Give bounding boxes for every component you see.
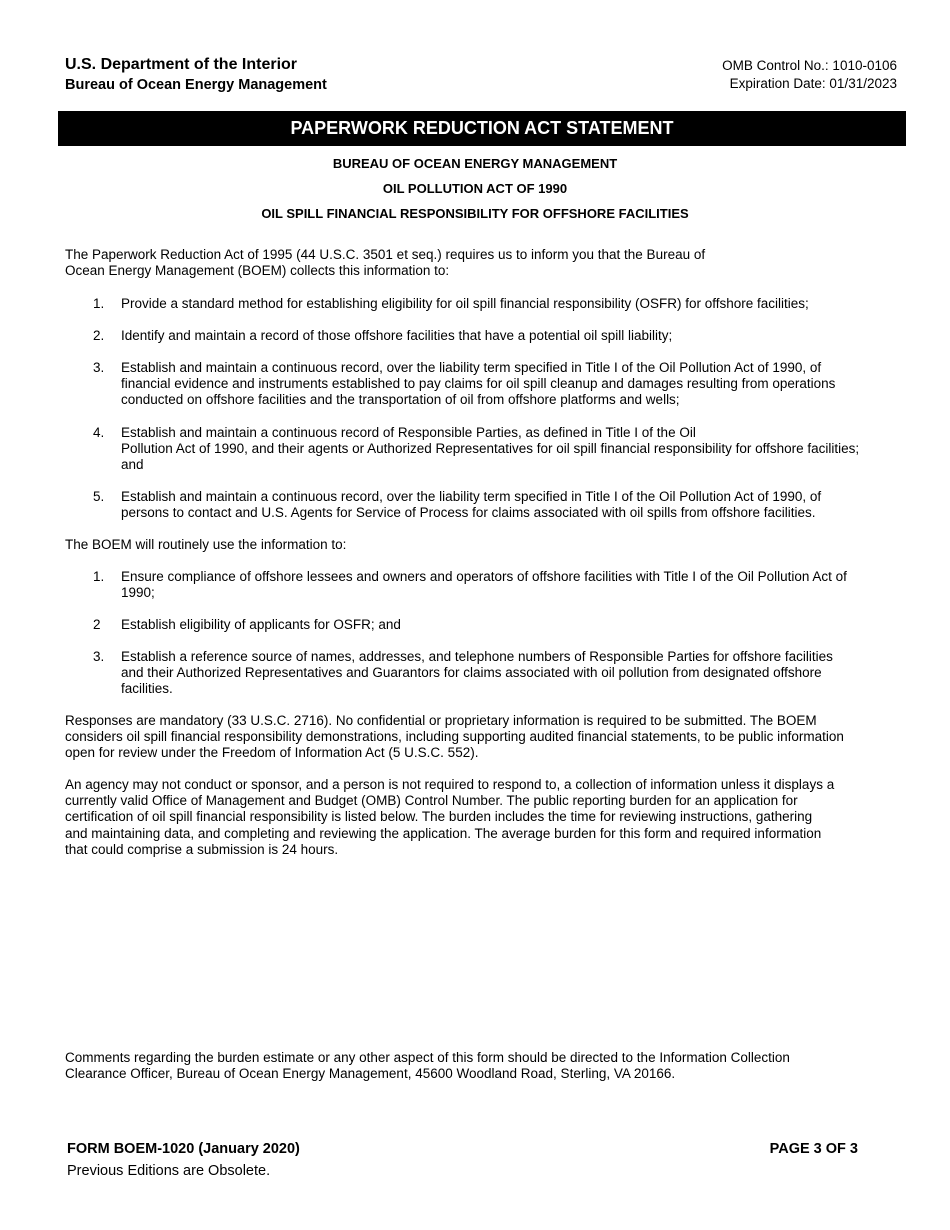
expiration-date: Expiration Date: 01/31/2023 [729, 76, 897, 91]
list-line: conducted on offshore facilities and the transportation of oil from offshore platforms and wells; [121, 392, 680, 408]
obsolete-notice: Previous Editions are Obsolete. [67, 1163, 271, 1179]
paragraph-line: Clearance Officer, Bureau of Ocean Energy Management, 45600 Woodland Road, Sterling, VA 20166. [65, 1066, 676, 1082]
paragraph-line: open for review under the Freedom of Information Act (5 U.S.C. 552). [65, 745, 479, 761]
list-text [121, 569, 903, 601]
list-line: Provide a standard method for establishing eligibility for oil spill financial responsibility (OSFR) for offshore facilities; [121, 296, 809, 311]
use-item-1 [93, 569, 903, 601]
paragraph-line: currently valid Office of Management and Budget (OMB) Control Number. The public reporting burden for an application for [65, 793, 798, 809]
list-number: 5. [93, 489, 105, 504]
list-text [121, 617, 903, 633]
page-number: PAGE 3 OF 3 [769, 1141, 858, 1157]
use-item-3 [93, 649, 903, 698]
list-number: 2. [93, 328, 105, 343]
list-line: financial evidence and instruments established to pay claims for oil spill cleanup and damages resulting from operations [121, 376, 836, 392]
list-text [121, 489, 903, 521]
bureau-name: Bureau of Ocean Energy Management [65, 77, 327, 93]
list-line: Establish eligibility of applicants for OSFR; and [121, 617, 401, 632]
list-line: Identify and maintain a record of those offshore facilities that have a potential oil spill liability; [121, 328, 673, 343]
list-text [121, 425, 903, 474]
agency-name: U.S. Department of the Interior [65, 56, 298, 73]
list-text [121, 649, 903, 698]
list-text [121, 296, 903, 312]
paragraph-line: Comments regarding the burden estimate or any other aspect of this form should be directed to the Information Collection [65, 1050, 790, 1065]
list-number: 3. [93, 649, 105, 664]
intro-line: Ocean Energy Management (BOEM) collects this information to: [65, 263, 450, 279]
burden-paragraph [65, 777, 905, 858]
list-line: Ensure compliance of offshore lessees and owners and operators of offshore facilities with Title I of the Oil Pollution Act of [121, 569, 847, 584]
collect-item-1 [93, 296, 903, 312]
intro-line: The Paperwork Reduction Act of 1995 (44 U.S.C. 3501 et seq.) requires us to inform you that the Bureau of [65, 247, 706, 262]
list-number: 2 [93, 617, 101, 632]
list-line: Establish a reference source of names, addresses, and telephone numbers of Responsible Parties for offshore facilities [121, 649, 833, 664]
subheading-bureau: BUREAU OF OCEAN ENERGY MANAGEMENT [332, 156, 618, 171]
use-intro: The BOEM will routinely use the information to: [65, 537, 347, 552]
list-number: 4. [93, 425, 105, 440]
paragraph-line: Responses are mandatory (33 U.S.C. 2716). No confidential or proprietary information is required to be submitted. The BOEM [65, 713, 817, 728]
list-line: persons to contact and U.S. Agents for Service of Process for claims associated with oil spills from offshore facilities. [121, 505, 816, 521]
form-number: FORM BOEM-1020 (January 2020) [67, 1141, 300, 1157]
collect-item-3 [93, 360, 903, 409]
list-line: and [121, 457, 144, 473]
responses-paragraph [65, 713, 905, 762]
paragraph-line: that could comprise a submission is 24 hours. [65, 841, 339, 857]
list-line: Establish and maintain a continuous record, over the liability term specified in Title I of the Oil Pollution Act of 1990, of [121, 489, 822, 504]
paragraph-line: considers oil spill financial responsibility demonstrations, including supporting audited financial statements, to be public information [65, 729, 844, 745]
paragraph-line: An agency may not conduct or sponsor, and a person is not required to respond to, a collection of information unless it displays a [65, 777, 835, 792]
list-number: 1. [93, 296, 105, 311]
paragraph-line: certification of oil spill financial responsibility is listed below. The burden includes the time for reviewing instructions, gathering [65, 809, 813, 825]
subheading-act: OIL POLLUTION ACT OF 1990 [382, 181, 568, 196]
omb-control-number: OMB Control No.: 1010-0106 [722, 58, 897, 73]
list-text [121, 328, 903, 344]
list-line: Establish and maintain a continuous record of Responsible Parties, as defined in Title I of the Oil [121, 425, 696, 440]
list-text [121, 360, 903, 409]
list-line: Establish and maintain a continuous record, over the liability term specified in Title I of the Oil Pollution Act of 1990, of [121, 360, 822, 375]
list-line: 1990; [121, 585, 155, 601]
comments-paragraph [65, 1050, 905, 1082]
list-number: 1. [93, 569, 105, 584]
use-item-2 [93, 617, 903, 633]
list-number: 3. [93, 360, 105, 375]
subheading-osfr: OIL SPILL FINANCIAL RESPONSIBILITY FOR OFFSHORE FACILITIES [261, 206, 689, 221]
collect-item-5 [93, 489, 903, 521]
list-line: and their Authorized Representatives and Guarantors for claims associated with oil pollution from designated offshore [121, 665, 822, 681]
collect-item-4 [93, 425, 903, 474]
list-line: facilities. [121, 681, 173, 697]
statement-title-bar [58, 111, 906, 146]
statement-title: PAPERWORK REDUCTION ACT STATEMENT [290, 118, 674, 138]
collect-item-2 [93, 328, 903, 344]
paragraph-line: and maintaining data, and completing and reviewing the application. The average burden for this form and required information [65, 825, 822, 841]
intro-paragraph [65, 247, 895, 279]
list-line: Pollution Act of 1990, and their agents or Authorized Representatives for oil spill financial responsibility for offshore facilities; [121, 441, 860, 457]
